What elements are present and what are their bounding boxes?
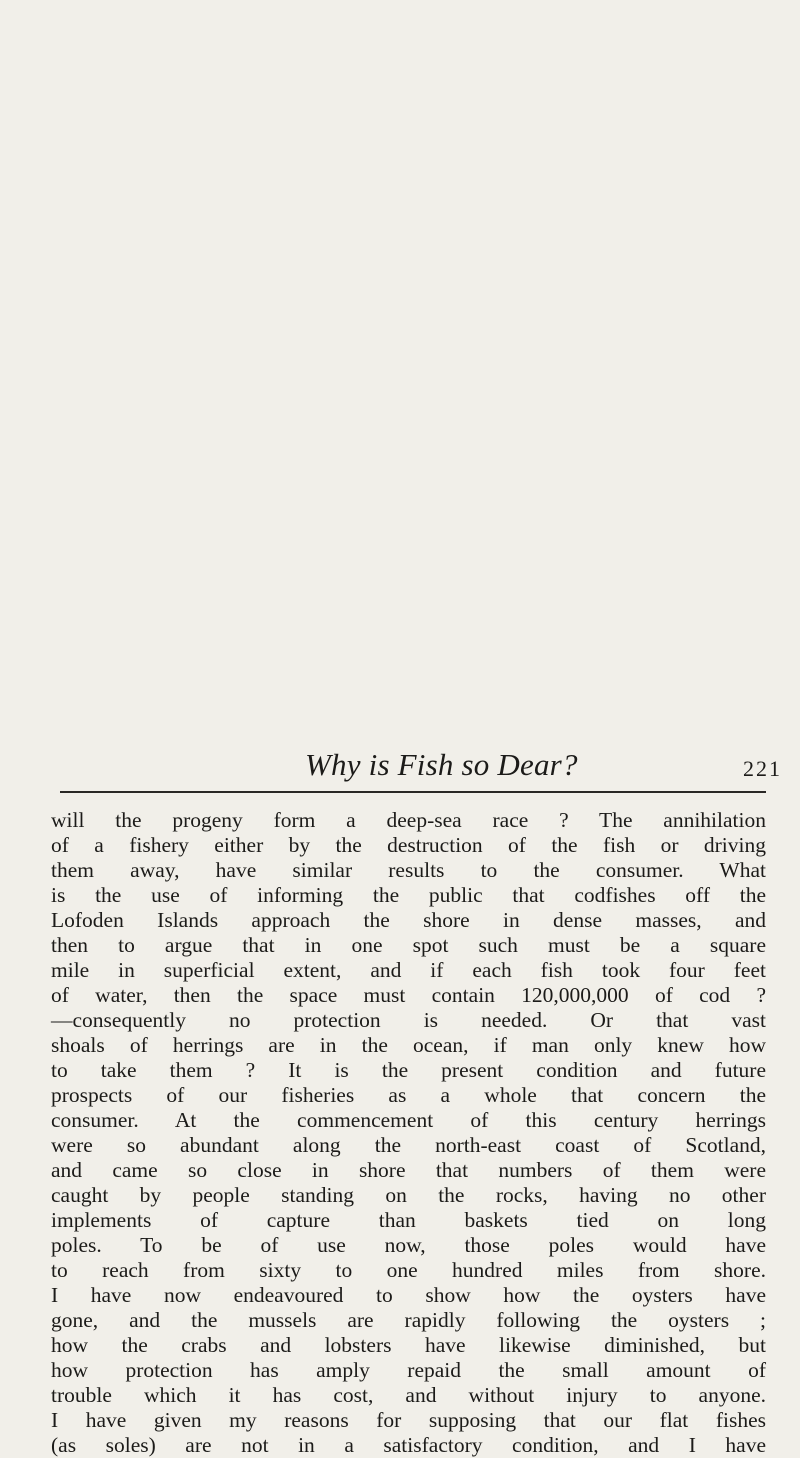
- header-rule: [60, 791, 766, 793]
- text-line: them away, have similar results to the consumer. What: [51, 858, 766, 882]
- running-head: [0, 745, 800, 785]
- text-line: mile in superficial extent, and if each fish took four feet: [51, 958, 766, 982]
- text-line: were so abundant along the north-east coast of Scotland,: [51, 1133, 766, 1157]
- text-line: will the progeny form a deep-sea race ? The annihilation: [51, 808, 766, 832]
- body-text: [51, 808, 766, 1458]
- text-line: Lofoden Islands approach the shore in dense masses, and: [51, 908, 766, 932]
- running-title: Why is Fish so Dear?: [305, 747, 578, 782]
- text-line: to take them ? It is the present condition and future: [51, 1058, 766, 1082]
- text-line: poles. To be of use now, those poles would have: [51, 1233, 766, 1257]
- text-line: then to argue that in one spot such must be a square: [51, 933, 766, 957]
- text-line: implements of capture than baskets tied on long: [51, 1208, 766, 1232]
- text-line: and came so close in shore that numbers of them were: [51, 1158, 766, 1182]
- text-line: I have now endeavoured to show how the oysters have: [51, 1283, 766, 1307]
- text-line: consumer. At the commencement of this century herrings: [51, 1108, 766, 1132]
- text-line: gone, and the mussels are rapidly following the oysters ;: [51, 1308, 766, 1332]
- text-line: —consequently no protection is needed. Or that vast: [51, 1008, 766, 1032]
- text-line: shoals of herrings are in the ocean, if man only knew how: [51, 1033, 766, 1057]
- text-line: to reach from sixty to one hundred miles from shore.: [51, 1258, 766, 1282]
- text-line: of a fishery either by the destruction of the fish or driving: [51, 833, 766, 857]
- text-line: trouble which it has cost, and without injury to anyone.: [51, 1383, 766, 1407]
- text-line: how the crabs and lobsters have likewise diminished, but: [51, 1333, 766, 1357]
- text-line: (as soles) are not in a satisfactory condition, and I have: [51, 1433, 766, 1457]
- text-line: prospects of our fisheries as a whole that concern the: [51, 1083, 766, 1107]
- page-number: 221: [743, 756, 782, 781]
- text-line: how protection has amply repaid the small amount of: [51, 1358, 766, 1382]
- text-line: I have given my reasons for supposing that our flat fishes: [51, 1408, 766, 1432]
- text-line: of water, then the space must contain 120,000,000 of cod ?: [51, 983, 766, 1007]
- text-line: is the use of informing the public that codfishes off the: [51, 883, 766, 907]
- text-line: caught by people standing on the rocks, having no other: [51, 1183, 766, 1207]
